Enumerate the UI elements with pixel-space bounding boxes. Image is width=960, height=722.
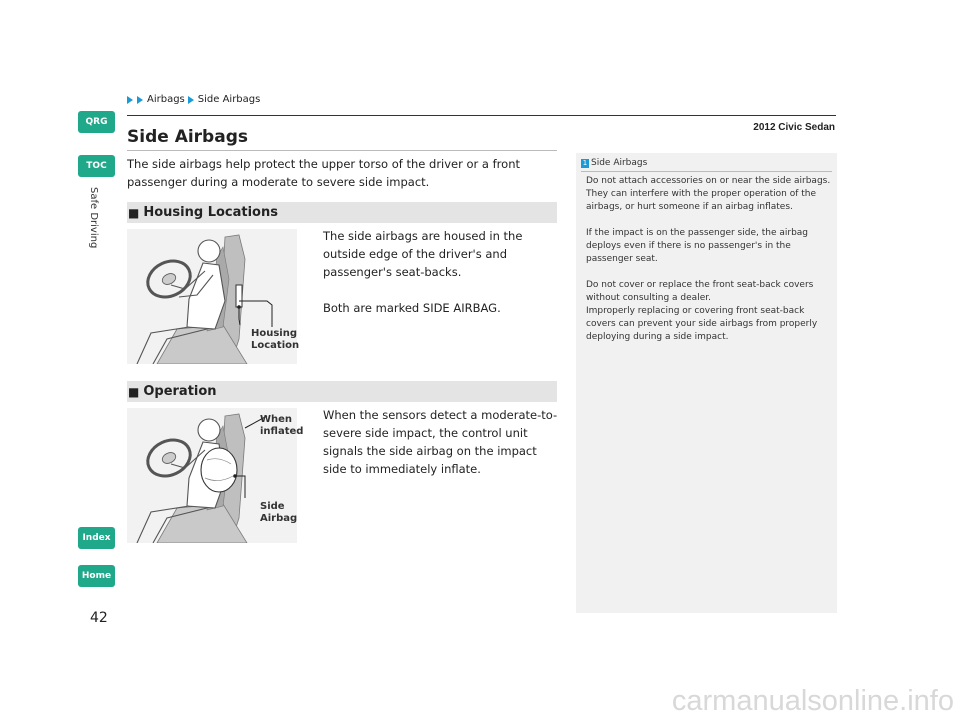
note-number-badge: 1 xyxy=(582,159,588,167)
breadcrumb-link-side-airbags[interactable]: Side Airbags xyxy=(197,94,261,105)
note-body xyxy=(586,175,831,344)
qrg-button[interactable]: QRG xyxy=(78,111,115,133)
intro-text: The side airbags help protect the upper torso of the driver or a front passenger during a moderate to severe side impact. xyxy=(127,157,520,189)
housing-location-label: Housing Location xyxy=(251,328,300,351)
housing-location-illustration xyxy=(127,229,308,364)
note-paragraph-3: Do not cover or replace the front seat-back covers without consulting a dealer. xyxy=(586,280,814,303)
side-airbag-label: Side Airbag xyxy=(260,501,298,524)
toc-button[interactable]: TOC xyxy=(78,155,115,177)
header-divider xyxy=(127,115,836,116)
when-inflated-label: When inflated xyxy=(260,414,304,437)
page-title: Side Airbags xyxy=(127,127,248,147)
breadcrumb-arrow-icon xyxy=(188,96,194,104)
section-housing-locations xyxy=(127,202,557,223)
housing-text-1: The side airbags are housed in the outside edge of the driver's and passenger's seat-backs. xyxy=(323,229,523,279)
operation-description: When the sensors detect a moderate-to-severe side impact, the control unit signals the side airbag on the impact side to immediately inflate. xyxy=(323,408,558,476)
note-paragraph-4: Improperly replacing or covering front seat-back covers can prevent your side airbags from properly deploying during a side impact. xyxy=(586,306,818,342)
note-header xyxy=(581,158,832,172)
section-title: Operation xyxy=(143,384,217,399)
breadcrumb-link-airbags[interactable]: Airbags xyxy=(147,94,185,105)
title-divider xyxy=(127,150,557,151)
section-operation xyxy=(127,381,557,402)
note-title: Side Airbags xyxy=(591,158,648,168)
housing-description xyxy=(323,227,559,317)
housing-text-2: Both are marked SIDE AIRBAG. xyxy=(323,301,501,315)
watermark-text: carmanualsonline.info xyxy=(671,685,954,717)
airbag-operation-illustration xyxy=(127,408,308,543)
note-paragraph-2: If the impact is on the passenger side, the airbag deploys even if there is no passenger's in the passenger seat. xyxy=(586,228,809,264)
breadcrumb xyxy=(127,94,260,105)
section-title: Housing Locations xyxy=(143,205,278,220)
square-bullet-icon: ■ xyxy=(128,205,140,220)
breadcrumb-arrow-icon xyxy=(137,96,143,104)
note-paragraph-1: Do not attach accessories on or near the side airbags. They can interfere with the proper operation of the airbags, or hurt someone if an airbag inflates. xyxy=(586,176,831,212)
chapter-label: Safe Driving xyxy=(88,187,99,249)
home-button[interactable]: Home xyxy=(78,565,115,587)
side-note-panel xyxy=(576,153,837,613)
square-bullet-icon: ■ xyxy=(128,384,140,399)
page-number: 42 xyxy=(90,610,108,626)
index-button[interactable]: Index xyxy=(78,527,115,549)
model-name: 2012 Civic Sedan xyxy=(753,122,835,133)
breadcrumb-arrow-icon xyxy=(127,96,133,104)
